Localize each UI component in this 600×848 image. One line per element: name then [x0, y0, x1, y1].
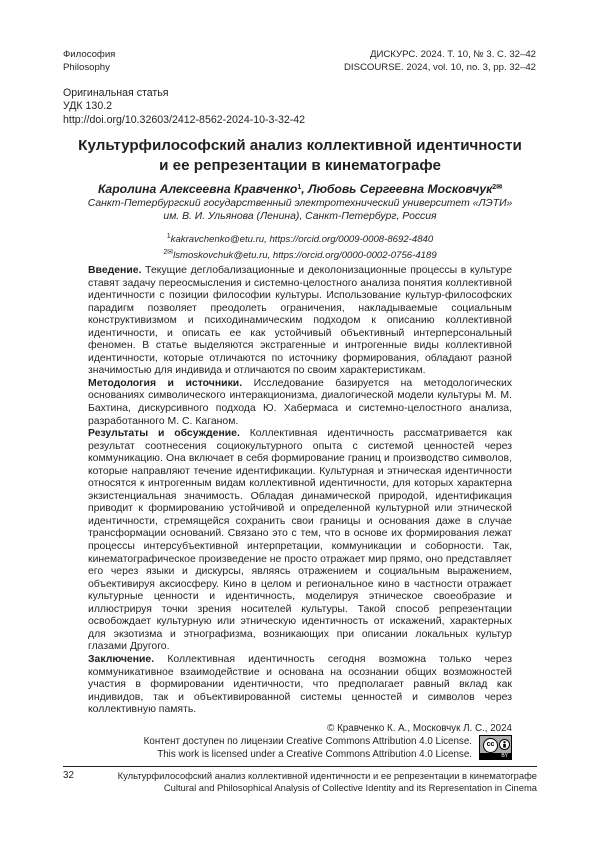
cc-by-license-badge[interactable] — [479, 735, 512, 760]
cc-logo-icon: cc — [483, 738, 498, 753]
introduction-text: Текущие деглобализационные и деколонизационные процессы в культуре ставят задачу переосмысления и системно-целостного анализа понятия коллективной идентичности с позиции философии культуры. Использование культур-философских парадигм позволяет преодолеть ограничения, накладываемые социальным конструктивизмом и психодинамическим подходом к описанию коллективной идентичности, и описать ее как устойчивый объективный интерперсональный феномен. В статье выделяются экстрагенные и интрогенные виды коллективной идентичности, которые отличаются по источнику формирования, обладают разной значимостью для индивида и отличаются по своим характеристикам. — [88, 265, 512, 377]
article-title — [60, 136, 540, 176]
author-contacts — [60, 231, 540, 262]
results-text: Коллективная идентичность рассматривается как результат соотнесения социокультурного опыта с системой ценностей через коммуникацию. Она включает в себя формирование границ и производство символов, которые направляют течение идентификации. Культурная и этническая идентичности относятся к интрогенным видам коллективной идентичности, для которых характерна экзистенциальная значимость. Обладая динамической природой, идентификация приводит к формированию устойчивой и определенной культурной или этнической идентичности, стремящейся сохранить свои границы и основания даже в случае трансформации оснований. Связано это с тем, что в основе их формирования лежат процессы интерсубъективной интерпретации, коммуникации и соборности. Так, кинематографическое произведение не просто отражает мир прямо, оно представляет его через языки и дискурсы, являясь отражением и социальным выражением, объективируя аксиосферу. Кино в целом и региональное кино в частности отражает культурные ценности и идентичность, моделируя этническое своеобразие и иллюстрируя точки зрения носителей культуры. Такой способ репрезентации освобождает культурную или этническую идентичность от искажений, характерных для экзотизма и этнографизма, возникающих при описании локальных культур глазами Другого. — [88, 428, 512, 653]
abstract-conclusion — [88, 654, 512, 717]
by-label: BY — [480, 753, 511, 759]
footer-title-ru: Культурфилософский анализ коллективной идентичности и ее репрезентации в кинематографе — [117, 770, 537, 781]
license-ru: Контент доступен по лицензии Creative Commons Attribution 4.0 License. — [143, 736, 472, 747]
copyright-notice: © Кравченко К. А., Московчук Л. С., 2024 — [327, 723, 512, 734]
article-type: Оригинальная статья — [63, 87, 169, 99]
affiliation-line-1: Санкт-Петербургский государственный электротехнический университет «ЛЭТИ» — [87, 198, 513, 209]
conclusion-heading: Заключение. — [88, 653, 155, 665]
author-1-marker: 1 — [297, 184, 302, 191]
methods-heading: Методология и источники. — [88, 377, 243, 389]
author-list — [60, 180, 540, 197]
contact-line-1 — [60, 231, 540, 247]
contact-1-marker: 1 — [166, 233, 171, 240]
license-text — [130, 736, 472, 761]
contact-2-marker: 2✉ — [163, 248, 174, 256]
doi-link[interactable]: http://doi.org/10.32603/2412-8562-2024-10-3-32-42 — [63, 113, 306, 126]
running-header-left — [63, 49, 115, 74]
title-line-1: Культурфилософский анализ коллективной идентичности — [78, 137, 522, 154]
contact-2-text[interactable]: lsmoskovchuk@etu.ru, https://orcid.org/0000-0002-0756-4189 — [173, 249, 437, 261]
page-number: 32 — [63, 770, 74, 781]
title-line-2: и ее репрезентации в кинематографе — [159, 157, 441, 174]
license-en: This work is licensed under a Creative Commons Attribution 4.0 License. — [157, 748, 472, 760]
footer-divider — [63, 766, 537, 767]
abstract-introduction — [88, 265, 512, 378]
results-heading: Результаты и обсуждение. — [88, 428, 240, 440]
contact-line-2 — [60, 247, 540, 263]
running-header-right — [344, 49, 536, 74]
article-meta — [63, 87, 305, 127]
abstract-methods — [88, 378, 512, 428]
footer-title-en: Cultural and Philosophical Analysis of Collective Identity and its Representation in Cinema — [163, 782, 537, 794]
abstract-results — [88, 428, 512, 654]
attribution-person-icon — [499, 739, 510, 750]
conclusion-text: Коллективная идентичность сегодня возможна только через коммуникативное взаимодействие и основана на осознании общих возможностей участия в формировании идентичности, что предполагает равный вклад как индивидов, так и объективированной системы ценностей и символов через коллективную память. — [88, 653, 513, 716]
author-2-marker: 2✉ — [492, 184, 503, 191]
contact-1-text[interactable]: kakravchenko@etu.ru, https://orcid.org/0009-0008-8692-4840 — [170, 234, 434, 245]
section-en: Philosophy — [63, 61, 110, 73]
author-separator: , — [301, 182, 309, 196]
introduction-heading: Введение. — [88, 265, 142, 276]
methods-text: Исследование базируется на методологических основаниях символического интеракционизма, диалогической модели культуры М. М. Бахтина, дискурсивного подхода Ю. Хабермаса и системно-целостного анализа, разработанного М. С. Каганом. — [88, 377, 512, 427]
journal-citation-ru: ДИСКУРС. 2024. Т. 10, № 3. С. 32–42 — [369, 49, 536, 60]
journal-citation-en: DISCOURSE. 2024, vol. 10, no. 3, pp. 32–42 — [344, 61, 536, 73]
affiliation — [60, 197, 540, 223]
author-1-name: Каролина Алексеевна Кравченко — [97, 182, 298, 196]
author-2-name: Любовь Сергеевна Московчук — [308, 182, 493, 196]
affiliation-line-2: им. В. И. Ульянова (Ленина), Санкт-Петербург, Россия — [163, 211, 437, 222]
udc-code: УДК 130.2 — [63, 100, 113, 113]
abstract — [88, 265, 512, 717]
section-ru: Философия — [63, 49, 116, 60]
running-footer — [118, 770, 537, 794]
